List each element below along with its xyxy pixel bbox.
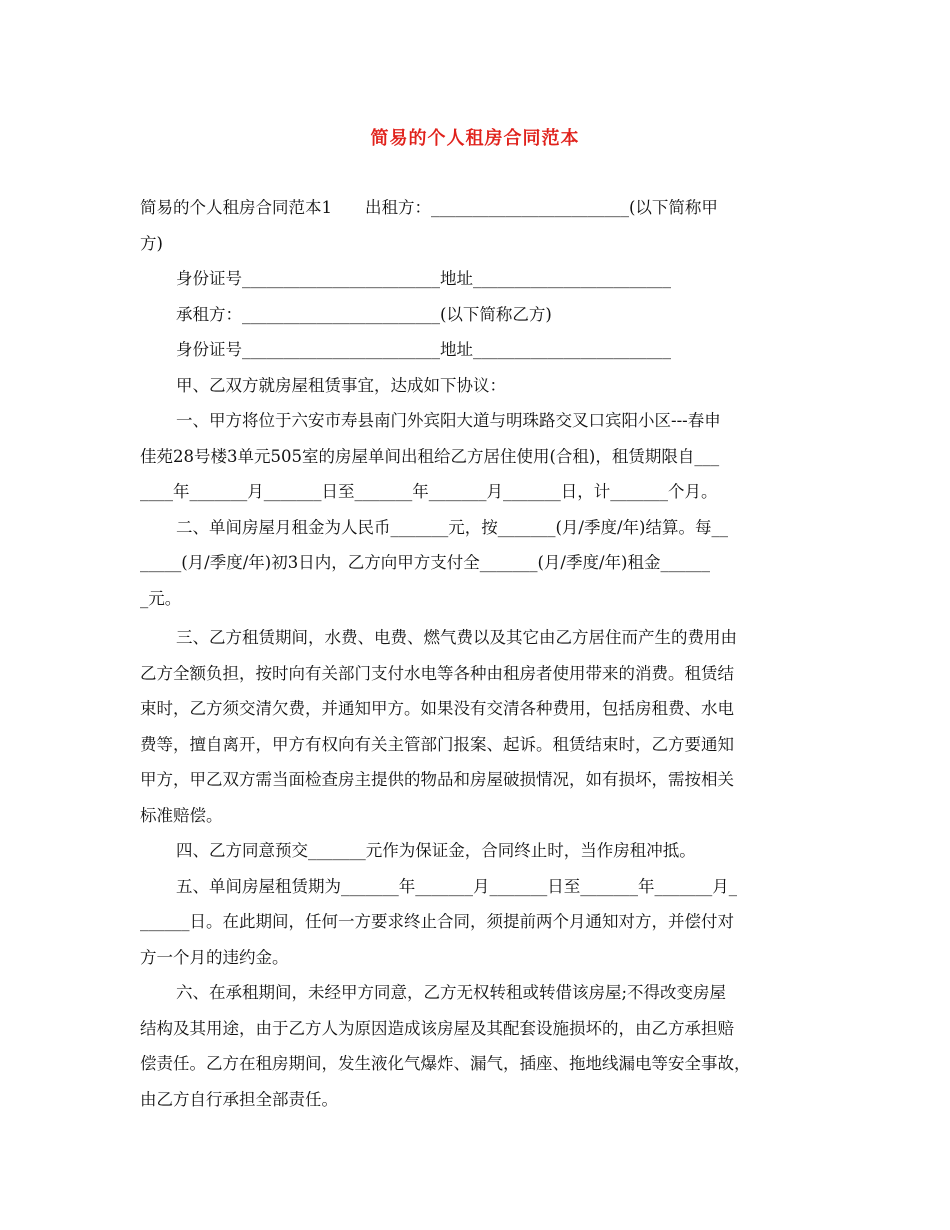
- paragraph-line: 标准赔偿。: [140, 805, 223, 825]
- paragraph-line: 束时，乙方须交清欠费，并通知甲方。如果没有交清各种费用，包括房租费、水电: [140, 699, 734, 718]
- paragraph-line: 方): [140, 233, 163, 253]
- paragraph-line: 方一个月的违约金。: [140, 947, 289, 967]
- paragraph-line: 简易的个人租房合同范本1 出租方：________________________(以下简称甲: [140, 198, 718, 217]
- paragraph-line: ______日。在此期间，任何一方要求终止合同，须提前两个月通知对方，并偿付对: [140, 912, 734, 931]
- paragraph-line: _元。: [140, 588, 182, 608]
- paragraph-line: 结构及其用途，由于乙方人为原因造成该房屋及其配套设施损坏的，由乙方承担赔: [140, 1018, 734, 1038]
- paragraph-line: 二、单间房屋月租金为人民币_______元，按_______(月/季度/年)结算。每__: [176, 517, 728, 537]
- paragraph-line: 费等，擅自离开，甲方有权向有关主管部门报案、起诉。租赁结束时，乙方要通知: [140, 734, 734, 754]
- paragraph-line: 佳苑28号楼3单元505室的房屋单间出租给乙方居住使用(合租)，租赁期限自___: [140, 446, 720, 466]
- paragraph-line: 一、甲方将位于六安市寿县南门外宾阳大道与明珠路交叉口宾阳小区---春申: [176, 411, 721, 430]
- paragraph-line: 身份证号________________________地址________________________: [176, 340, 671, 359]
- paragraph-line: ____年_______月_______日至_______年_______月_______日，计_______个月。: [140, 482, 718, 501]
- paragraph-line: 甲、乙双方就房屋租赁事宜，达成如下协议：: [176, 375, 506, 395]
- paragraph-line: 承租方：________________________(以下简称乙方): [176, 304, 552, 324]
- paragraph-line: 身份证号________________________地址________________________: [176, 269, 671, 288]
- paragraph-line: 偿责任。乙方在租房期间，发生液化气爆炸、漏气，插座、拖地线漏电等安全事故，: [140, 1054, 751, 1073]
- paragraph-line: 乙方全额负担，按时向有关部门支付水电等各种由租房者使用带来的消费。租赁结: [140, 663, 734, 683]
- document-body: [140, 190, 812, 1117]
- paragraph-line: 六、在承租期间，未经甲方同意，乙方无权转租或转借该房屋;不得改变房屋: [176, 983, 727, 1002]
- paragraph-line: 由乙方自行承担全部责任。: [140, 1089, 338, 1109]
- paragraph-line: _____(月/季度/年)初3日内，乙方向甲方支付全_______(月/季度/年)租金______: [140, 553, 710, 572]
- paragraph-line: 甲方，甲乙双方需当面检查房主提供的物品和房屋破损情况，如有损坏，需按相关: [140, 770, 734, 789]
- document-title: 简易的个人租房合同范本: [370, 128, 580, 149]
- paragraph-line: 五、单间房屋租赁期为_______年_______月_______日至_______年_______月_: [176, 876, 737, 896]
- paragraph-line: 三、乙方租赁期间，水费、电费、燃气费以及其它由乙方居住而产生的费用由: [176, 628, 737, 647]
- paragraph-line: 四、乙方同意预交_______元作为保证金，合同终止时，当作房租冲抵。: [176, 841, 696, 860]
